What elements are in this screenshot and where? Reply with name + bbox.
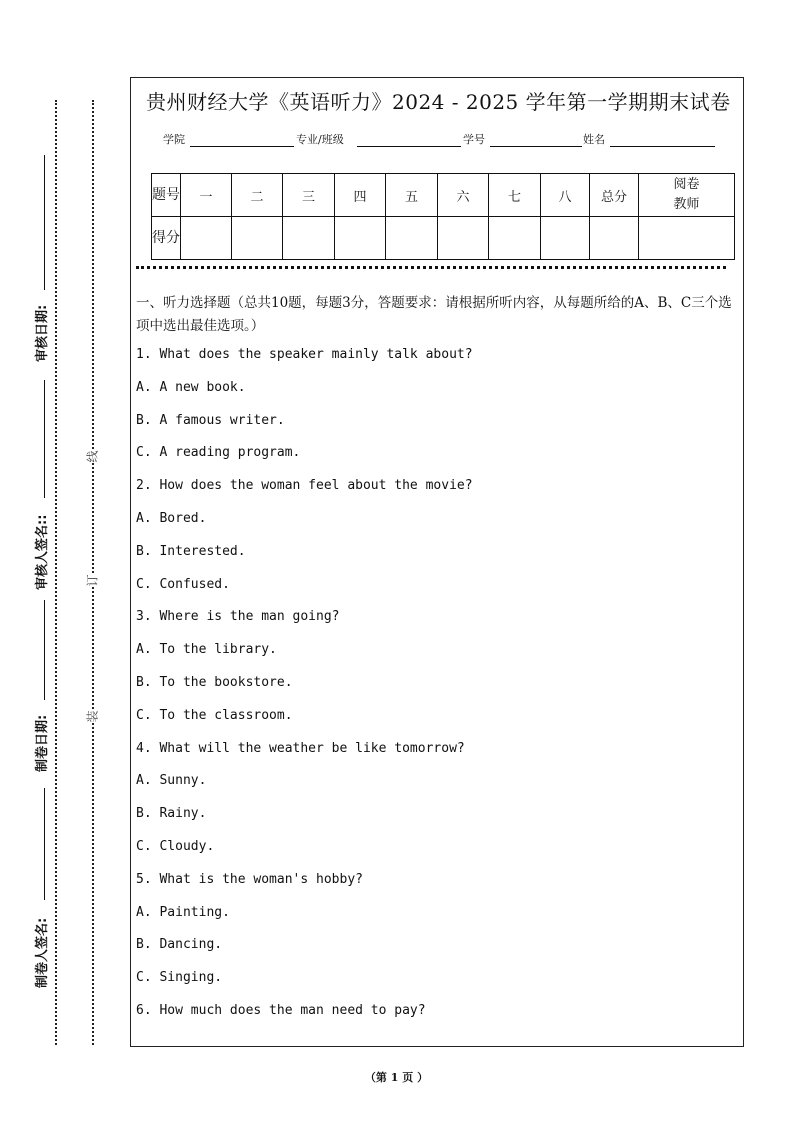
page-number: （第 1 页 ） xyxy=(364,1071,429,1084)
maker-sign-line xyxy=(44,788,45,900)
name-field[interactable] xyxy=(610,146,715,147)
score-cell[interactable] xyxy=(639,217,735,260)
binding-char-zhuang: 装 xyxy=(85,710,100,723)
score-cell[interactable] xyxy=(438,217,489,260)
column-header: 七 xyxy=(489,174,541,217)
reviewer-sign-label: 审核人签名:: xyxy=(35,514,50,590)
binding-char-xian: 线 xyxy=(85,450,100,463)
name-label: 姓名 xyxy=(583,133,605,146)
maker-sign-label: 制卷人签名: xyxy=(35,917,50,988)
binding-line xyxy=(92,100,94,1045)
column-header: 一 xyxy=(181,174,232,217)
major-class-field[interactable] xyxy=(357,146,461,147)
section-heading: 一、听力选择题（总共10题，每题3分，答题要求：请根据所听内容，从每题所给的A、B、C三个选项中选出最佳选项。） xyxy=(136,295,732,334)
outer-cut-line xyxy=(55,100,57,1045)
score-table xyxy=(151,173,735,260)
answer-option: C. A reading program. xyxy=(136,445,301,461)
question-text: 5. What is the woman's hobby? xyxy=(136,871,363,887)
answer-option: C. Cloudy. xyxy=(136,839,215,854)
column-header: 六 xyxy=(438,174,489,217)
answer-option: B. Interested. xyxy=(136,543,246,559)
score-cell[interactable] xyxy=(232,217,283,260)
score-cell[interactable] xyxy=(181,217,232,260)
column-header: 四 xyxy=(335,174,386,217)
score-cell[interactable] xyxy=(489,217,541,260)
score-cell[interactable] xyxy=(541,217,590,260)
question-number-header: 题号 xyxy=(152,174,181,217)
reviewer-header: 阅卷 教师 xyxy=(639,174,735,217)
answer-option: C. To the classroom. xyxy=(136,707,293,723)
column-header: 总分 xyxy=(590,174,639,217)
table-row xyxy=(152,174,735,217)
answer-option: A. To the library. xyxy=(136,642,277,658)
question-text: 1. What does the speaker mainly talk about? xyxy=(136,347,473,362)
dotted-separator xyxy=(136,266,726,269)
make-date-label: 制卷日期: xyxy=(35,714,50,772)
binding-char-ding: 订 xyxy=(85,574,100,587)
college-field[interactable] xyxy=(190,146,294,147)
answer-option: B. A famous writer. xyxy=(136,412,285,428)
score-cell[interactable] xyxy=(386,217,438,260)
question-text: 3. Where is the man going? xyxy=(136,609,340,625)
question-text: 4. What will the weather be like tomorrow? xyxy=(136,740,465,756)
column-header: 八 xyxy=(541,174,590,217)
review-date-label: 审核日期: xyxy=(35,304,50,362)
student-id-label: 学号 xyxy=(463,133,485,146)
exam-title: 贵州财经大学《英语听力》2024 - 2025 学年第一学期期末试卷 xyxy=(146,90,731,114)
major-class-label: 专业/班级 xyxy=(296,133,344,146)
answer-option: A. Bored. xyxy=(136,511,207,526)
question-text: 6. How much does the man need to pay? xyxy=(136,1003,426,1018)
score-cell[interactable] xyxy=(590,217,639,260)
answer-option: C. Singing. xyxy=(136,970,223,986)
answer-option: B. To the bookstore. xyxy=(136,675,293,690)
answer-option: A. A new book. xyxy=(136,379,246,395)
answer-option: A. Painting. xyxy=(136,904,230,920)
college-label: 学院 xyxy=(163,133,185,146)
question-text: 2. How does the woman feel about the movie? xyxy=(136,478,473,494)
answer-option: B. Rainy. xyxy=(136,806,207,822)
reviewer-sign-line xyxy=(44,380,45,498)
score-cell[interactable] xyxy=(335,217,386,260)
score-cell[interactable] xyxy=(283,217,335,260)
answer-option: C. Confused. xyxy=(136,576,230,592)
column-header: 五 xyxy=(386,174,438,217)
student-id-field[interactable] xyxy=(490,146,582,147)
score-header: 得分 xyxy=(152,217,181,260)
table-row xyxy=(152,217,735,260)
column-header: 二 xyxy=(232,174,283,217)
answer-option: A. Sunny. xyxy=(136,773,207,789)
review-date-line xyxy=(44,155,45,290)
make-date-line xyxy=(44,600,45,700)
answer-option: B. Dancing. xyxy=(136,937,223,953)
column-header: 三 xyxy=(283,174,335,217)
